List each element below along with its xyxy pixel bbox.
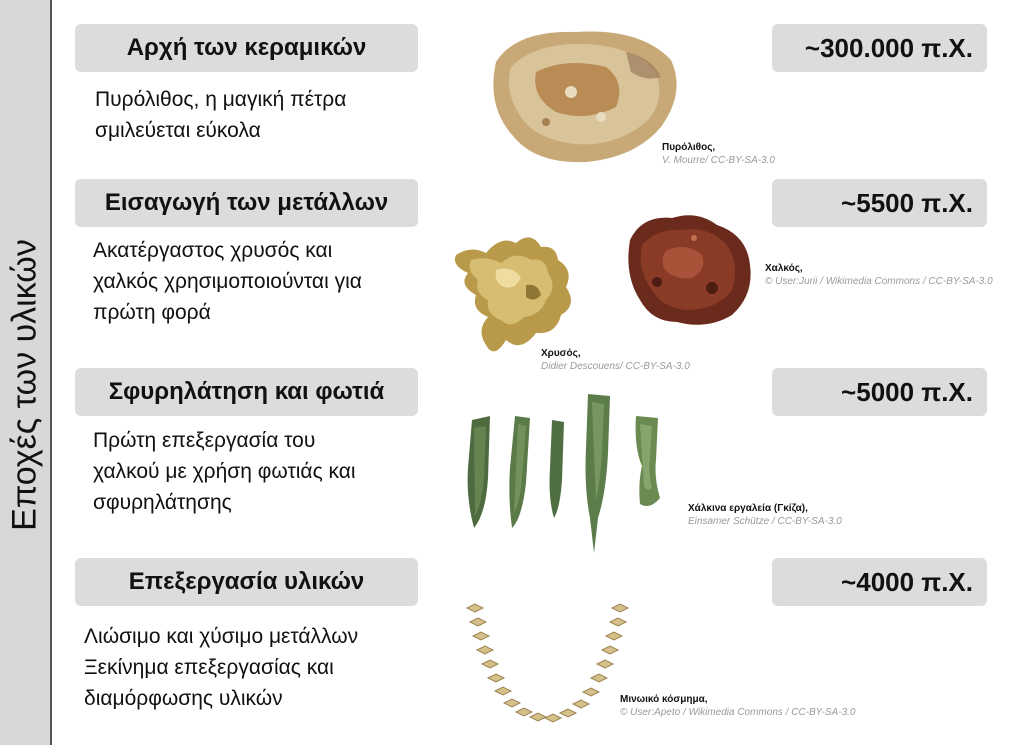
era-title-ceramics: Αρχή των κεραμικών	[75, 24, 418, 72]
caption-name: Χάλκινα εργαλεία (Γκίζα),	[688, 503, 808, 514]
sidebar-title: Εποχές των υλικών	[5, 239, 44, 531]
caption-credit: V. Mourre/ CC-BY-SA-3.0	[662, 155, 775, 166]
description-line: Ακατέργαστος χρυσός και	[93, 239, 333, 262]
era-title-metals: Εισαγωγή των μετάλλων	[75, 179, 418, 227]
copper-nugget-image	[622, 210, 757, 330]
era-description-metals	[93, 235, 362, 328]
bronze-tools-image	[460, 388, 675, 558]
description-line: Πρώτη επεξεργασία του	[93, 429, 316, 452]
description-line: Λιώσιμο και χύσιμο μετάλλων	[84, 625, 359, 648]
era-title-forging: Σφυρηλάτηση και φωτιά	[75, 368, 418, 416]
era-description-forging	[93, 425, 356, 518]
minoan-necklace-image	[462, 600, 632, 730]
caption-credit: © User:Apeto / Wikimedia Commons / CC-BY-SA-3.0	[620, 707, 856, 718]
gold-nugget-image	[446, 225, 586, 365]
caption-credit: © User:Jurii / Wikimedia Commons / CC-BY-SA-3.0	[765, 276, 993, 287]
caption-gold	[541, 347, 690, 373]
description-line: σμιλεύεται εύκολα	[95, 119, 261, 142]
description-line: Πυρόλιθος, η μαγική πέτρα	[95, 88, 347, 111]
flint-stone-image	[476, 22, 686, 167]
caption-name: Χρυσός,	[541, 348, 581, 359]
description-line: χαλκός χρησιμοποιούνται για	[93, 270, 362, 293]
description-line: χαλκού με χρήση φωτιάς και	[93, 460, 356, 483]
caption-bronze-tools	[688, 502, 842, 528]
era-date-forging: ~5000 π.Χ.	[772, 368, 987, 416]
era-description-processing	[84, 621, 358, 714]
caption-flint	[662, 141, 775, 167]
era-title-processing: Επεξεργασία υλικών	[75, 558, 418, 606]
era-description-ceramics	[95, 84, 346, 146]
sidebar	[0, 0, 52, 745]
description-line: διαμόρφωσης υλικών	[84, 687, 283, 710]
description-line: πρώτη φορά	[93, 301, 211, 324]
caption-credit: Didier Descouens/ CC-BY-SA-3.0	[541, 361, 690, 372]
description-line: σφυρηλάτησης	[93, 491, 232, 514]
era-date-ceramics: ~300.000 π.Χ.	[772, 24, 987, 72]
caption-minoan-jewel	[620, 693, 856, 719]
caption-name: Πυρόλιθος,	[662, 142, 716, 153]
description-line: Ξεκίνημα επεξεργασίας και	[84, 656, 334, 679]
era-date-processing: ~4000 π.Χ.	[772, 558, 987, 606]
caption-copper	[765, 262, 993, 288]
caption-name: Χαλκός,	[765, 263, 803, 274]
caption-credit: Einsamer Schütze / CC-BY-SA-3.0	[688, 516, 842, 527]
caption-name: Μινωικό κόσμημα,	[620, 694, 708, 705]
era-date-metals: ~5500 π.Χ.	[772, 179, 987, 227]
